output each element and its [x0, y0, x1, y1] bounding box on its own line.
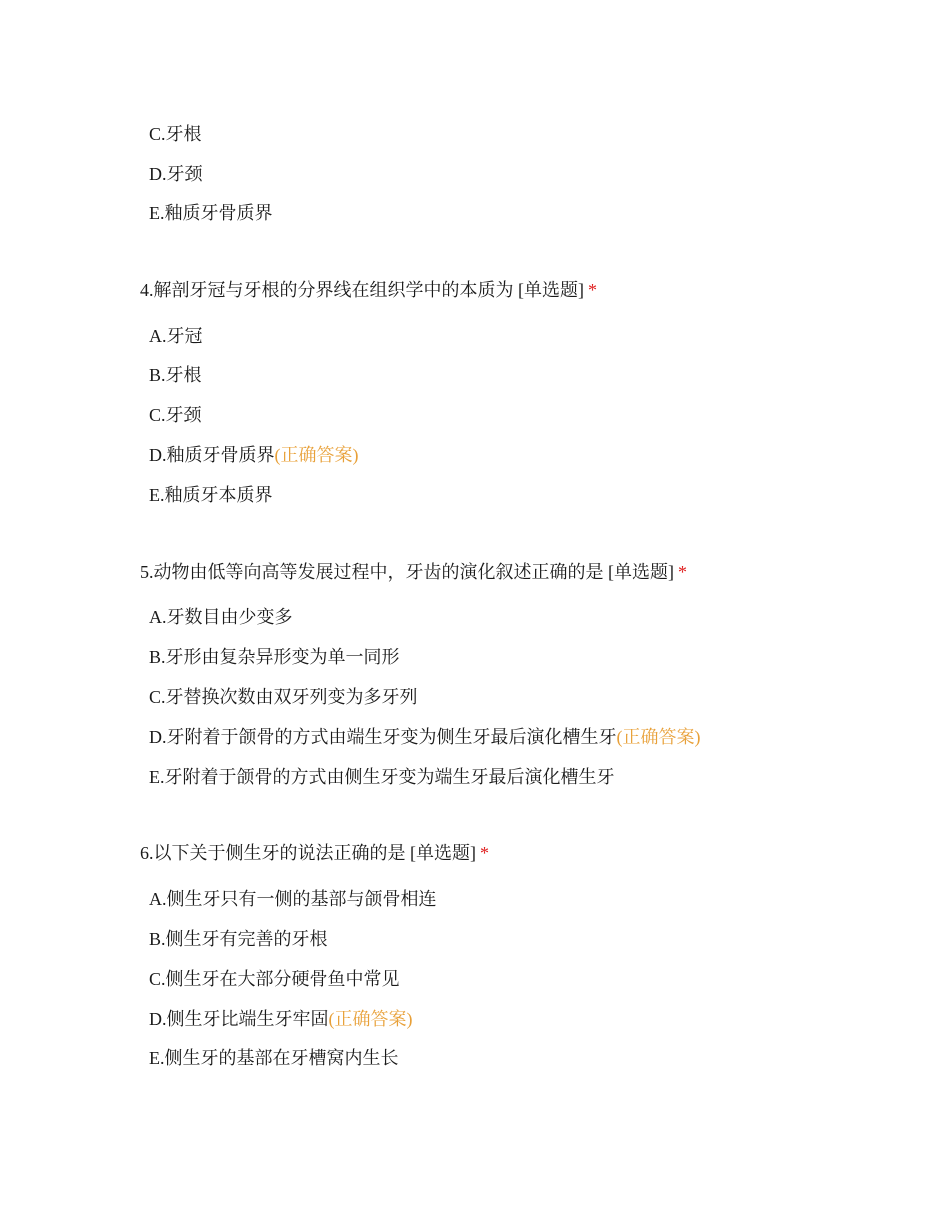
option-a[interactable]	[149, 605, 293, 629]
option-text: B.侧生牙有完善的牙根	[149, 929, 328, 949]
option-e[interactable]	[149, 765, 615, 789]
option-text: D.牙附着于颌骨的方式由端生牙变为侧生牙最后演化槽生牙	[149, 727, 617, 747]
option-c[interactable]	[149, 685, 418, 709]
option-c[interactable]	[149, 122, 202, 146]
question-title	[140, 560, 687, 584]
option-d[interactable]	[149, 725, 701, 749]
question-text: 6.以下关于侧生牙的说法正确的是 [单选题]	[140, 843, 476, 863]
required-mark: *	[480, 843, 489, 863]
option-text: E.釉质牙骨质界	[149, 203, 273, 223]
required-mark: *	[588, 280, 597, 300]
option-text: C.牙根	[149, 124, 202, 144]
option-c[interactable]	[149, 403, 202, 427]
option-e[interactable]	[149, 1046, 399, 1070]
question-text: 5.动物由低等向高等发展过程中，牙齿的演化叙述正确的是 [单选题]	[140, 562, 674, 582]
option-b[interactable]	[149, 645, 400, 669]
correct-answer-tag: (正确答案)	[616, 727, 701, 747]
option-d[interactable]	[149, 162, 203, 186]
option-a[interactable]	[149, 887, 437, 911]
option-e[interactable]	[149, 483, 273, 507]
option-text: D.侧生牙比端生牙牢固	[149, 1009, 329, 1029]
option-text: D.牙颈	[149, 164, 203, 184]
option-text: C.牙替换次数由双牙列变为多牙列	[149, 687, 418, 707]
option-c[interactable]	[149, 967, 400, 991]
option-text: D.釉质牙骨质界	[149, 445, 275, 465]
question-text: 4.解剖牙冠与牙根的分界线在组织学中的本质为 [单选题]	[140, 280, 584, 300]
option-text: E.侧生牙的基部在牙槽窝内生长	[149, 1048, 399, 1068]
option-text: E.牙附着于颌骨的方式由侧生牙变为端生牙最后演化槽生牙	[149, 767, 615, 787]
option-text: A.牙数目由少变多	[149, 607, 293, 627]
option-b[interactable]	[149, 927, 328, 951]
option-text: B.牙根	[149, 365, 202, 385]
option-text: E.釉质牙本质界	[149, 485, 273, 505]
option-a[interactable]	[149, 324, 203, 348]
option-text: A.侧生牙只有一侧的基部与颌骨相连	[149, 889, 437, 909]
correct-answer-tag: (正确答案)	[328, 1009, 413, 1029]
option-text: B.牙形由复杂异形变为单一同形	[149, 647, 400, 667]
question-title	[140, 841, 489, 865]
option-d[interactable]	[149, 443, 359, 467]
correct-answer-tag: (正确答案)	[274, 445, 359, 465]
option-text: A.牙冠	[149, 326, 203, 346]
option-text: C.牙颈	[149, 405, 202, 425]
option-d[interactable]	[149, 1007, 413, 1031]
question-title	[140, 278, 597, 302]
option-b[interactable]	[149, 363, 202, 387]
option-text: C.侧生牙在大部分硬骨鱼中常见	[149, 969, 400, 989]
required-mark: *	[678, 562, 687, 582]
option-e[interactable]	[149, 201, 273, 225]
